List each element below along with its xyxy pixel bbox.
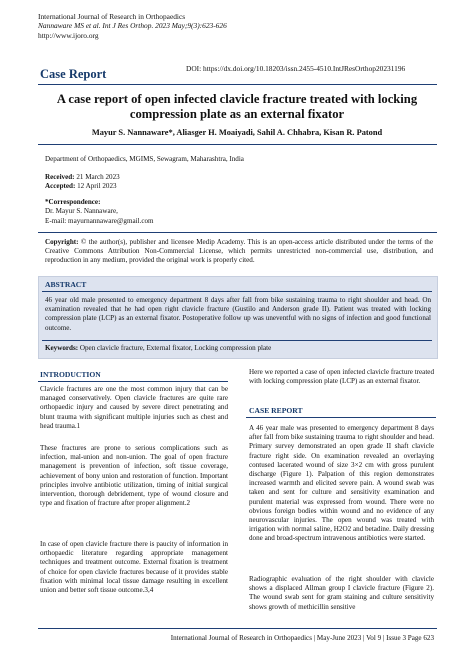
copyright-notice — [45, 238, 433, 266]
copyright-label: Copyright: — [45, 238, 79, 246]
introduction-heading: INTRODUCTION — [40, 370, 101, 379]
intro-paragraph-3: In case of open clavicle fracture there is paucity of information in orthopaedic literature regarding appropriate management techniques and treatment outcome. External fixation is treatment of choice for open clavicle fractures because of it provides stable fixation with minimal local tissue damage resulting in excellent union and better soft tissue outcome.3,4 — [40, 540, 228, 595]
article-title: A case report of open infected clavicle fracture treated with locking compression plate as an external fixator — [56, 92, 418, 121]
keywords-label: Keywords: — [45, 344, 79, 352]
intro-paragraph-4: Here we reported a case of open infected clavicle fracture treated with locking compression plate (LCP) as an external fixator. — [249, 368, 434, 386]
journal-header — [38, 12, 227, 40]
correspondence-name: Dr. Mayur S. Nannaware, — [45, 207, 118, 216]
copyright-text: © the author(s), publisher and licensee Medip Academy. This is an open-access article distributed under the terms of the Creative Commons Attribution Non-Commercial License, which permits unrestricted non-commercial use, distribution, and reproduction in any medium, provided the original work is properly cited. — [45, 238, 434, 265]
author-list: Mayur S. Nannaware*, Aliasger H. Moaiyadi, Sahil A. Chhabra, Kisan R. Patond — [91, 128, 383, 137]
keywords-text: Open clavicle fracture, External fixator, Locking compression plate — [79, 344, 272, 352]
article-type: Case Report — [40, 67, 107, 81]
abstract-text: 46 year old male presented to emergency department 8 days after fall from bike sustaining trauma to right shoulder and head. On examination revealed that he had open right clavicle fracture (Gustilo and Anderson grade II). Patient was treated with locking compression plate (LCP) as an external fixator. Postoperative follow up was uneventful with no signs of infection and good functional outcome. — [45, 296, 431, 332]
divider — [38, 84, 437, 85]
divider — [38, 381, 228, 382]
affiliation: Department of Orthopaedics, MGIMS, Sewagram, Maharashtra, India — [45, 155, 244, 163]
abstract-heading: ABSTRACT — [45, 280, 87, 289]
intro-paragraph-2: These fractures are prone to serious complications such as infection, mal-union and non-union. The goal of open fracture management is prevention of infection, soft tissue coverage, achievement of bony union and restoration of function. Important principles involve antibiotic utilization, timing of initial surgical intervention, thorough debridement, type of wound closure and type and fixation of fracture after proper alignment.2 — [40, 444, 228, 508]
citation: Nannaware MS et al. Int J Res Orthop. 2023 May;9(3):623-626 — [38, 21, 227, 31]
case-paragraph-2: Radiographic evaluation of the right shoulder with clavicle shows a displaced Allman group I clavicle fracture (Figure 2). The wound swab sent for gram staining and culture sensitivity shows growth of methicillin sensitive — [249, 575, 434, 611]
divider — [42, 340, 432, 341]
divider — [38, 144, 437, 145]
article-dates — [45, 173, 120, 192]
correspondence-label: *Correspondence: — [45, 198, 101, 206]
accepted-label: Accepted: — [45, 182, 76, 191]
doi-link[interactable]: DOI: https://dx.doi.org/10.18203/issn.2455-4510.IntJResOrthop20231196 — [186, 64, 406, 73]
received-label: Received: — [45, 173, 75, 181]
divider — [38, 628, 437, 629]
divider — [42, 291, 432, 292]
case-report-heading: CASE REPORT — [249, 406, 303, 415]
page-footer: International Journal of Research in Orthopaedics | May-June 2023 | Vol 9 | Issue 3 Page 623 — [170, 634, 434, 642]
journal-name: International Journal of Research in Orthopaedics — [38, 12, 186, 21]
accepted-date: 12 April 2023 — [77, 182, 117, 191]
received-date: 21 March 2023 — [76, 173, 120, 181]
keywords — [45, 344, 431, 352]
divider — [38, 232, 437, 233]
divider — [246, 417, 436, 418]
case-paragraph-1: A 46 year male was presented to emergency department 8 days after fall from bike sustaining trauma to right shoulder and head. Primary survey demonstrated an open grade II shaft clavicle fracture right side. On examination revealed an overlaying contused lacerated wound of size 3×2 cm with gross purulent discharge (Figure 1). Palpation of this region demonstrates increased warmth and elicited severe pain. A wound swab was taken and sent for culture and sensitivity examination and purulent material was expressed from wound. There were no obvious foreign bodies within wound and no evidence of any neurovascular injuries. The open wound was treated with irrigation with normal saline, H2O2 and betadine. Daily dressing done and broad-spectrum intravenous antibiotics were started. — [249, 424, 434, 543]
intro-paragraph-1: Clavicle fractures are one the most common injury that can be managed conservatively. Open clavicle fractures are quite rare orthopaedic injury and caused by severe direct penetrating and blunt trauma with significant multiple injuries such as chest and head trauma.1 — [40, 385, 228, 430]
journal-url[interactable]: http://www.ijoro.org — [38, 30, 99, 40]
correspondence — [45, 198, 154, 226]
correspondence-email[interactable]: E-mail: mayurnannaware@gmail.com — [45, 216, 154, 225]
